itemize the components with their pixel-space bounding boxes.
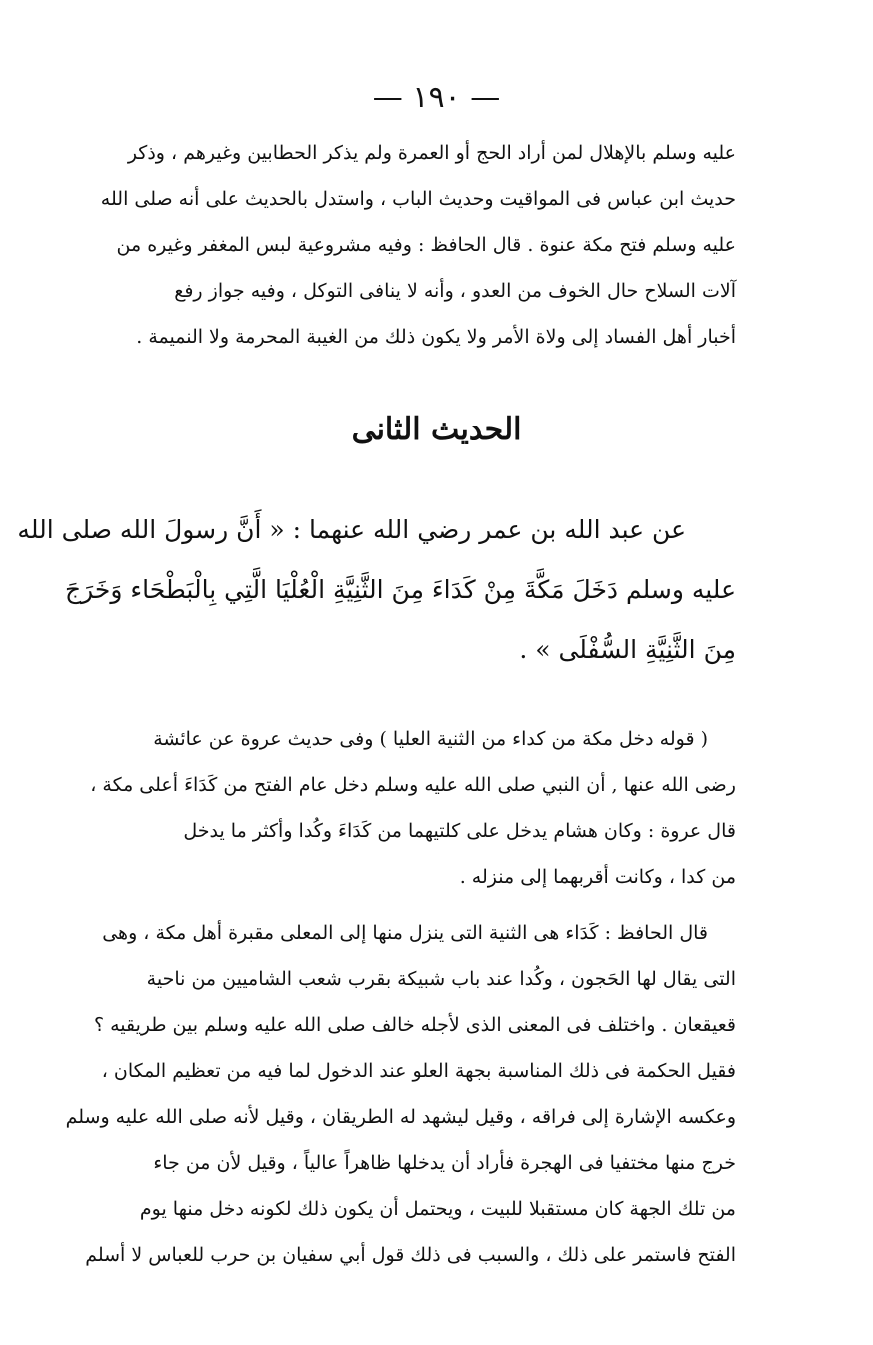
text-line: أخبار أهل الفساد إلى ولاة الأمر ولا يكون ذلك من الغيبة المحرمة ولا النميمة . bbox=[136, 326, 736, 348]
text-line: عليه وسلم فتح مكة عنوة . قال الحافظ : وفيه مشروعية لبس المغفر وغيره من bbox=[116, 234, 736, 256]
text-line: عن عبد الله بن عمر رضي الله عنهما : « أَنَّ رسولَ الله صلى الله bbox=[17, 515, 686, 544]
text-line: ( قوله دخل مكة من كداء من الثنية العليا ) وفى حديث عروة عن عائشة bbox=[153, 728, 708, 750]
text-line: مِنَ الثَّنِيَّةِ السُّفْلَى » . bbox=[519, 635, 736, 664]
page-number: — ١٩٠ — bbox=[372, 80, 501, 115]
text-line: عليه وسلم بالإهلال لمن أراد الحج أو العمرة ولم يذكر الحطابين وغيرهم ، وذكر bbox=[127, 142, 736, 164]
intro-paragraph bbox=[100, 130, 736, 360]
hadith-text bbox=[17, 500, 736, 680]
text-line: قال الحافظ : كَدَاء هى الثنية التى ينزل منها إلى المعلى مقبرة أهل مكة ، وهى bbox=[102, 922, 708, 944]
commentary-paragraph-2 bbox=[65, 910, 736, 1278]
text-line: عليه وسلم دَخَلَ مَكَّةَ مِنْ كَدَاءَ مِنَ الثَّنِيَّةِ الْعُلْيَا الَّتِي بِالْبَطْحَاء وَخَرَجَ bbox=[65, 575, 736, 604]
text-line: وعكسه الإشارة إلى فراقه ، وقيل ليشهد له الطريقان ، وقيل لأنه صلى الله عليه وسلم bbox=[65, 1106, 736, 1128]
section-heading: الحديث الثانى bbox=[351, 412, 522, 447]
text-line: رضى الله عنها , أن النبي صلى الله عليه وسلم دخل عام الفتح من كَدَاءَ أعلى مكة ، bbox=[90, 774, 736, 796]
text-line: من تلك الجهة كان مستقبلا للبيت ، ويحتمل أن يكون ذلك لكونه دخل منها يوم bbox=[139, 1198, 736, 1220]
text-line: من كدا ، وكانت أقربهما إلى منزله . bbox=[459, 866, 736, 888]
text-line: حديث ابن عباس فى المواقيت وحديث الباب ، واستدل بالحديث على أنه صلى الله bbox=[100, 188, 736, 210]
text-line: التى يقال لها الحَجون ، وكُدا عند باب شبيكة بقرب شعب الشاميين من ناحية bbox=[146, 968, 736, 990]
commentary-paragraph-1 bbox=[90, 716, 736, 900]
text-line: خرج منها مختفيا فى الهجرة فأراد أن يدخلها ظاهراً عالياً ، وقيل لأن من جاء bbox=[153, 1152, 736, 1174]
text-line: آلات السلاح حال الخوف من العدو ، وأنه لا ينافى التوكل ، وفيه جواز رفع bbox=[174, 280, 736, 302]
text-line: الفتح فاستمر على ذلك ، والسبب فى ذلك قول أبي سفيان بن حرب للعباس لا أسلم bbox=[85, 1244, 736, 1266]
text-line: قال عروة : وكان هشام يدخل على كلتيهما من كَدَاءَ وكُدا وأكثر ما يدخل bbox=[183, 820, 736, 842]
text-line: قعيقعان . واختلف فى المعنى الذى لأجله خالف صلى الله عليه وسلم بين طريقيه ؟ bbox=[93, 1014, 736, 1036]
text-line: فقيل الحكمة فى ذلك المناسبة بجهة العلو عند الدخول لما فيه من تعظيم المكان ، bbox=[101, 1060, 736, 1082]
